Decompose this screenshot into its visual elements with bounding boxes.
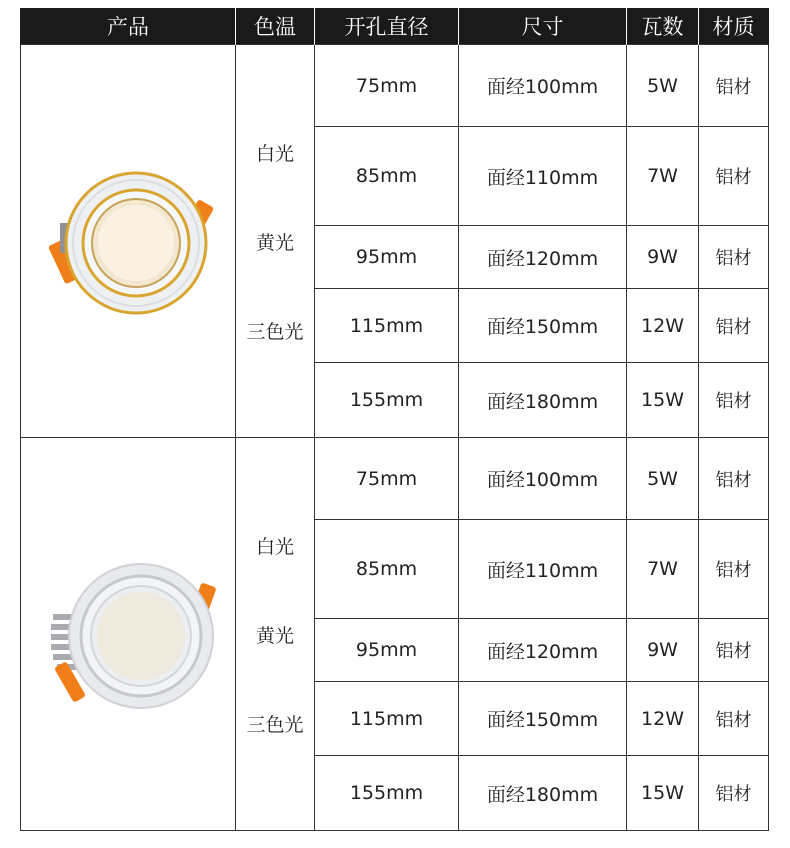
material: 铝材: [699, 363, 769, 438]
size: 面经120mm: [459, 619, 627, 682]
color-temp-warm: 黄光: [255, 231, 294, 254]
hole-diameter: 75mm: [315, 438, 459, 520]
hole-diameter: 75mm: [315, 45, 459, 127]
size: 面经150mm: [459, 682, 627, 756]
gold-downlight-image: [38, 151, 218, 331]
size: 面经150mm: [459, 289, 627, 363]
wattage: 5W: [627, 438, 699, 520]
color-temp-white: 白光: [255, 142, 294, 165]
wattage: 12W: [627, 289, 699, 363]
material: 铝材: [699, 45, 769, 127]
hole-diameter: 85mm: [315, 127, 459, 226]
size: 面经110mm: [459, 520, 627, 619]
product-image-cell: [21, 45, 236, 438]
hole-diameter: 115mm: [315, 289, 459, 363]
wattage: 9W: [627, 226, 699, 289]
material: 铝材: [699, 438, 769, 520]
header-size: 尺寸: [459, 8, 627, 45]
hole-diameter: 155mm: [315, 756, 459, 831]
material: 铝材: [699, 682, 769, 756]
size: 面经100mm: [459, 438, 627, 520]
hole-diameter: 115mm: [315, 682, 459, 756]
table-row: [21, 45, 769, 127]
wattage: 12W: [627, 682, 699, 756]
hole-diameter: 85mm: [315, 520, 459, 619]
hole-diameter: 155mm: [315, 363, 459, 438]
header-material: 材质: [699, 8, 769, 45]
color-temp-cell: [236, 45, 315, 438]
hole-diameter: 95mm: [315, 619, 459, 682]
material: 铝材: [699, 756, 769, 831]
wattage: 7W: [627, 520, 699, 619]
wattage: 9W: [627, 619, 699, 682]
silver-downlight-image: [33, 544, 223, 724]
wattage: 7W: [627, 127, 699, 226]
wattage: 5W: [627, 45, 699, 127]
wattage: 15W: [627, 363, 699, 438]
product-image-cell: [21, 438, 236, 831]
size: 面经100mm: [459, 45, 627, 127]
size: 面经110mm: [459, 127, 627, 226]
spec-table: [20, 8, 769, 831]
hole-diameter: 95mm: [315, 226, 459, 289]
material: 铝材: [699, 619, 769, 682]
color-temp-warm: 黄光: [255, 624, 294, 647]
wattage: 15W: [627, 756, 699, 831]
size: 面经180mm: [459, 756, 627, 831]
color-temp-tricolor: 三色光: [246, 713, 304, 736]
table-row: [21, 438, 769, 520]
header-wattage: 瓦数: [627, 8, 699, 45]
material: 铝材: [699, 520, 769, 619]
color-temp-tricolor: 三色光: [246, 320, 304, 343]
size: 面经120mm: [459, 226, 627, 289]
material: 铝材: [699, 289, 769, 363]
header-color-temp: 色温: [236, 8, 315, 45]
size: 面经180mm: [459, 363, 627, 438]
spec-table-container: [20, 8, 768, 831]
material: 铝材: [699, 226, 769, 289]
color-temp-cell: [236, 438, 315, 831]
header-product: 产品: [21, 8, 236, 45]
header-hole-diameter: 开孔直径: [315, 8, 459, 45]
color-temp-white: 白光: [255, 535, 294, 558]
header-row: [21, 8, 769, 45]
material: 铝材: [699, 127, 769, 226]
